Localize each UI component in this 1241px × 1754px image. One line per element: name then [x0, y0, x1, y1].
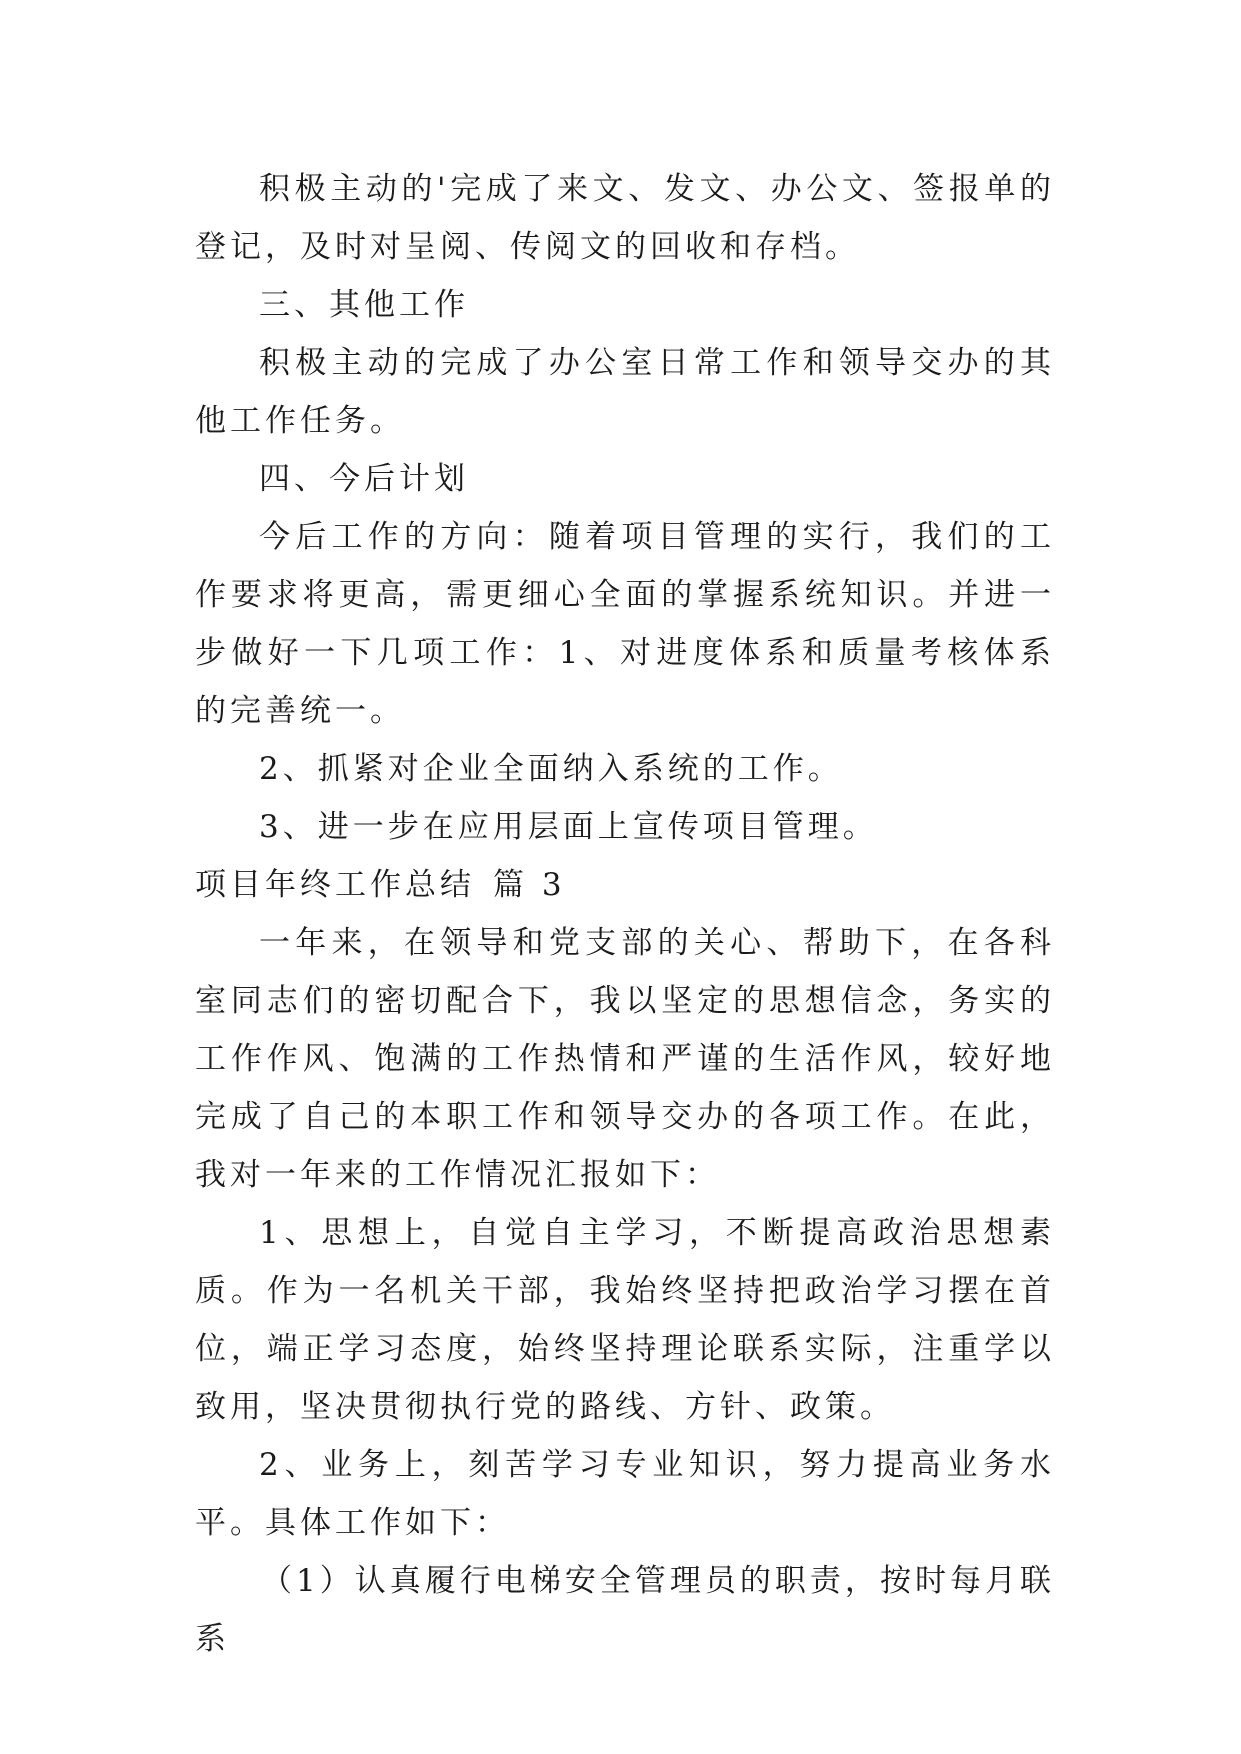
- paragraph-plan-item-3: 3、进一步在应用层面上宣传项目管理。: [259, 809, 878, 845]
- paragraph-elevator-duty: （1）认真履行电梯安全管理员的职责，按时每月联系: [195, 1563, 1055, 1657]
- paragraph-year-summary: 一年来，在领导和党支部的关心、帮助下，在各科室同志们的密切配合下，我以坚定的思想信念，务实的工作作风、饱满的工作热情和严谨的生活作风，较好地完成了自己的本职工作和领导交办的各项工作。在此，我对一年来的工作情况汇报如下：: [195, 925, 1055, 1193]
- paragraph-plan-item-2: 2、抓紧对企业全面纳入系统的工作。: [259, 751, 843, 787]
- heading-future-plan: 四、今后计划: [259, 461, 469, 497]
- paragraph-other-tasks: 积极主动的完成了办公室日常工作和领导交办的其他工作任务。: [195, 345, 1055, 439]
- paragraph-ideology: 1、思想上，自觉自主学习，不断提高政治思想素质。作为一名机关干部，我始终坚持把政治学习摆在首位，端正学习态度，始终坚持理论联系实际，注重学以致用，坚决贯彻执行党的路线、方针、政策。: [195, 1215, 1055, 1425]
- paragraph-future-direction: 今后工作的方向：随着项目管理的实行，我们的工作要求将更高，需更细心全面的掌握系统知识。并进一步做好一下几项工作：1、对进度体系和质量考核体系的完善统一。: [195, 519, 1055, 729]
- heading-other-work: 三、其他工作: [259, 287, 469, 323]
- section-title-main: 项目年终工作总结: [195, 867, 475, 903]
- document-body: [195, 160, 1055, 1668]
- section-title: [195, 856, 1055, 914]
- section-title-sub: 篇 3: [493, 867, 566, 903]
- paragraph-business: 2、业务上，刻苦学习专业知识，努力提高业务水平。具体工作如下：: [195, 1447, 1055, 1541]
- paragraph-registration: 积极主动的'完成了来文、发文、办公文、签报单的登记，及时对呈阅、传阅文的回收和存档。: [195, 171, 1055, 265]
